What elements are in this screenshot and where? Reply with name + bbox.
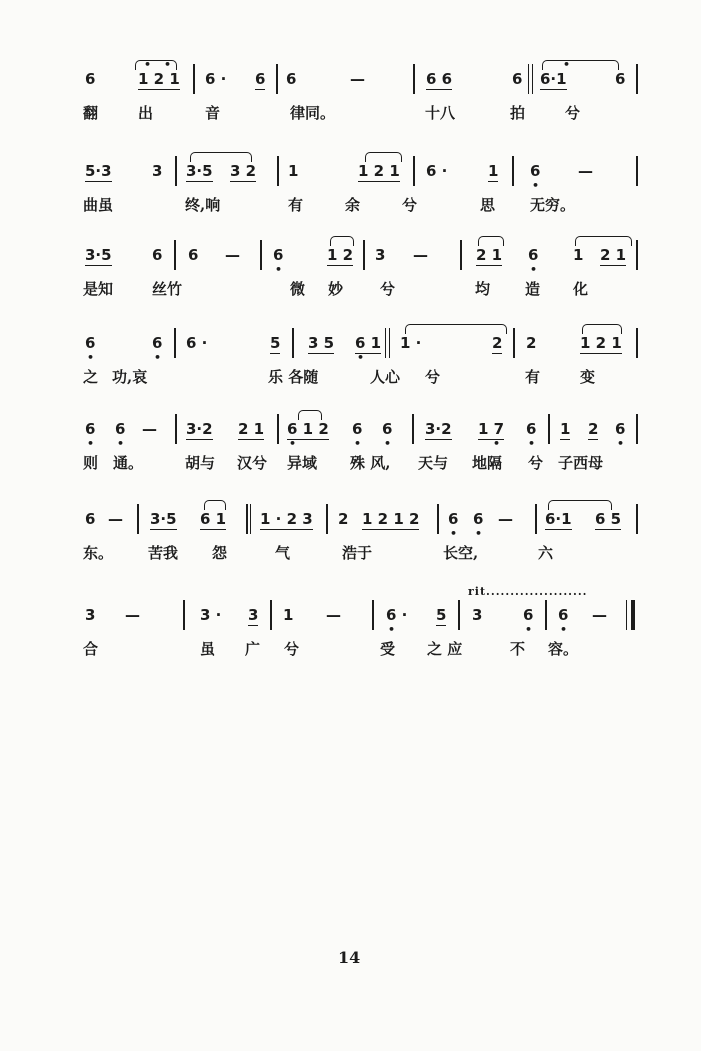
- lyric: 出: [138, 104, 154, 122]
- note: 1 ·: [400, 334, 422, 352]
- lyric: 人心: [370, 368, 401, 386]
- lyrics-row: [80, 540, 650, 570]
- octave-dot: •: [493, 437, 501, 450]
- lyric: 无穷。: [530, 196, 576, 214]
- note: 2: [492, 334, 503, 352]
- barline: [412, 414, 414, 444]
- barline: [363, 240, 365, 270]
- note: 2 1: [238, 420, 265, 438]
- note: 2: [526, 334, 537, 352]
- note: 3·2: [425, 420, 452, 438]
- barline: [636, 414, 638, 444]
- note: 1 2 1: [138, 70, 180, 88]
- score-system-4: [80, 324, 650, 394]
- note: 6 1 2: [287, 420, 329, 438]
- lyric: 是知: [83, 280, 114, 298]
- lyric: 音: [205, 104, 221, 122]
- lyric: 兮: [284, 640, 300, 658]
- notation-row: [80, 324, 650, 364]
- lyric: 虽: [200, 640, 216, 658]
- note: 3: [85, 606, 96, 624]
- note: —: [326, 606, 341, 624]
- note: 2 1: [476, 246, 503, 264]
- lyrics-row: [80, 450, 650, 480]
- barline: [193, 64, 195, 94]
- octave-dot: •: [560, 623, 568, 636]
- barline: [460, 240, 462, 270]
- lyric: 天与: [418, 454, 449, 472]
- lyric: 长空,: [443, 544, 479, 562]
- octave-dot: •: [144, 58, 152, 71]
- barline: [175, 156, 177, 186]
- lyrics-row: [80, 636, 650, 666]
- lyric: 拍: [510, 104, 526, 122]
- barline: [532, 64, 533, 94]
- note: —: [413, 246, 428, 264]
- notation-row: [80, 500, 650, 540]
- lyric: 子西母: [558, 454, 604, 472]
- note: 5·3: [85, 162, 112, 180]
- slur: [478, 236, 504, 246]
- note: 6·1: [545, 510, 572, 528]
- notation-row: [80, 152, 650, 192]
- note: 2: [338, 510, 349, 528]
- slur: [365, 152, 402, 162]
- barline: [174, 240, 176, 270]
- octave-dot: •: [450, 527, 458, 540]
- octave-dot: •: [289, 437, 297, 450]
- note: —: [498, 510, 513, 528]
- note: 1 7: [478, 420, 505, 438]
- note: 3: [472, 606, 483, 624]
- octave-dot: •: [87, 437, 95, 450]
- note: 6 ·: [386, 606, 408, 624]
- note: —: [125, 606, 140, 624]
- barline: [183, 600, 185, 630]
- note: 1: [488, 162, 499, 180]
- note: 6 ·: [186, 334, 208, 352]
- lyric: 化: [573, 280, 589, 298]
- lyric: 汉兮: [237, 454, 268, 472]
- note: —: [578, 162, 593, 180]
- final-barline: [631, 600, 635, 630]
- barline: [636, 328, 638, 358]
- lyrics-row: [80, 276, 650, 306]
- barline: [513, 328, 515, 358]
- score-system-1: [80, 60, 650, 130]
- lyric: 容。: [548, 640, 579, 658]
- barline: [372, 600, 374, 630]
- note: 3 5: [308, 334, 335, 352]
- note: 6: [152, 334, 163, 352]
- slur: [204, 500, 226, 510]
- lyric: 功,哀: [112, 368, 148, 386]
- barline: [326, 504, 328, 534]
- barline: [512, 156, 514, 186]
- lyric: 受: [380, 640, 396, 658]
- note: —: [592, 606, 607, 624]
- lyric: 广: [245, 640, 261, 658]
- note: 6: [558, 606, 569, 624]
- lyric: 之 应: [427, 640, 463, 658]
- octave-dot: •: [525, 623, 533, 636]
- lyric: 律同。: [290, 104, 336, 122]
- note: 6: [255, 70, 266, 88]
- octave-dot: •: [384, 437, 392, 450]
- note: 6: [382, 420, 393, 438]
- lyrics-row: [80, 364, 650, 394]
- barline: [413, 156, 415, 186]
- barline: [626, 600, 627, 630]
- lyric: 妙: [328, 280, 344, 298]
- note: —: [142, 420, 157, 438]
- octave-dot: •: [117, 437, 125, 450]
- notation-row: [80, 236, 650, 276]
- barline: [636, 240, 638, 270]
- note: 6: [526, 420, 537, 438]
- barline: [636, 504, 638, 534]
- lyric: 通。: [113, 454, 144, 472]
- lyric: 胡与: [185, 454, 216, 472]
- note: 6: [523, 606, 534, 624]
- barline: [137, 504, 139, 534]
- lyric: 变: [580, 368, 596, 386]
- barline: [260, 240, 262, 270]
- score-system-5: [80, 410, 650, 480]
- barline: [277, 414, 279, 444]
- score-system-2: [80, 152, 650, 222]
- barline: [276, 64, 278, 94]
- note: 6: [286, 70, 297, 88]
- note: 3·5: [186, 162, 213, 180]
- note: 3 ·: [200, 606, 222, 624]
- lyric: 有: [288, 196, 304, 214]
- note: 6: [152, 246, 163, 264]
- lyrics-row: [80, 192, 650, 222]
- octave-dot: •: [87, 351, 95, 364]
- notation-row: [80, 60, 650, 100]
- barline: [174, 328, 176, 358]
- notation-row: [80, 596, 650, 636]
- note: 6: [115, 420, 126, 438]
- lyric: 丝竹: [152, 280, 183, 298]
- note: 6: [85, 70, 96, 88]
- barline: [458, 600, 460, 630]
- octave-dot: •: [530, 263, 538, 276]
- note: 6: [615, 420, 626, 438]
- note: 1: [573, 246, 584, 264]
- note: 1 2 1 2: [362, 510, 420, 528]
- lyric: 十八: [425, 104, 456, 122]
- note: 6 1: [355, 334, 382, 352]
- slur: [298, 410, 322, 420]
- barline: [175, 414, 177, 444]
- note: 1 2 1: [358, 162, 400, 180]
- barline: [277, 156, 279, 186]
- note: 3·5: [150, 510, 177, 528]
- barline: [250, 504, 251, 534]
- slur: [190, 152, 252, 162]
- lyric: 东。: [83, 544, 114, 562]
- note: 3 2: [230, 162, 257, 180]
- octave-dot: •: [528, 437, 536, 450]
- lyric: 思: [480, 196, 496, 214]
- lyric: 兮: [425, 368, 441, 386]
- octave-dot: •: [532, 179, 540, 192]
- lyric: 不: [510, 640, 526, 658]
- slur: [575, 236, 632, 246]
- note: 1: [283, 606, 294, 624]
- note: 6 5: [595, 510, 622, 528]
- note: 1 2 1: [580, 334, 622, 352]
- octave-dot: •: [563, 58, 571, 71]
- lyric: 乐 各随: [268, 368, 319, 386]
- lyric: 则: [83, 454, 99, 472]
- lyric: 苦我: [148, 544, 179, 562]
- note: 3: [248, 606, 259, 624]
- note: 5: [270, 334, 281, 352]
- lyric: 余: [345, 196, 361, 214]
- page-number: 14: [338, 948, 361, 967]
- octave-dot: •: [617, 437, 625, 450]
- slur: [542, 60, 619, 70]
- slur: [405, 324, 507, 334]
- note: 6: [615, 70, 626, 88]
- lyric: 地隔: [472, 454, 503, 472]
- note: 3: [152, 162, 163, 180]
- note: 6: [188, 246, 199, 264]
- note: 6 6: [426, 70, 453, 88]
- note: 6: [528, 246, 539, 264]
- lyric: 造: [525, 280, 541, 298]
- score-system-7: [80, 596, 650, 666]
- lyric: 终,响: [185, 196, 221, 214]
- octave-dot: •: [164, 58, 172, 71]
- barline: [636, 64, 638, 94]
- lyric: 曲虽: [83, 196, 114, 214]
- octave-dot: •: [154, 351, 162, 364]
- lyric: 有: [525, 368, 541, 386]
- note: 6: [448, 510, 459, 528]
- barline: [385, 328, 386, 358]
- slur: [548, 500, 612, 510]
- barline: [535, 504, 537, 534]
- lyric: 气: [275, 544, 291, 562]
- note: 1: [560, 420, 571, 438]
- lyrics-row: [80, 100, 650, 130]
- lyric: 兮: [528, 454, 544, 472]
- note: 1 2: [327, 246, 354, 264]
- barline: [292, 328, 294, 358]
- score-system-6: [80, 500, 650, 570]
- note: 6: [85, 334, 96, 352]
- note: 6 1: [200, 510, 227, 528]
- note: —: [225, 246, 240, 264]
- barline: [389, 328, 390, 358]
- note: —: [108, 510, 123, 528]
- lyric: 兮: [380, 280, 396, 298]
- note: 6: [85, 510, 96, 528]
- octave-dot: •: [388, 623, 396, 636]
- lyric: 均: [475, 280, 491, 298]
- note: 6: [352, 420, 363, 438]
- note: 3·5: [85, 246, 112, 264]
- note: 6·1: [540, 70, 567, 88]
- note: 6: [512, 70, 523, 88]
- octave-dot: •: [475, 527, 483, 540]
- barline: [246, 504, 248, 534]
- note: 6: [473, 510, 484, 528]
- lyric: 兮: [565, 104, 581, 122]
- barline: [636, 156, 638, 186]
- score-system-3: [80, 236, 650, 306]
- barline: [545, 600, 547, 630]
- note: 1: [288, 162, 299, 180]
- note: 3·2: [186, 420, 213, 438]
- octave-dot: •: [357, 351, 365, 364]
- lyric: 合: [83, 640, 99, 658]
- lyric: 之: [83, 368, 99, 386]
- lyric: 怨: [212, 544, 228, 562]
- barline: [270, 600, 272, 630]
- tempo-marking: rit.....................: [468, 585, 588, 598]
- lyric: 异域: [287, 454, 318, 472]
- octave-dot: •: [275, 263, 283, 276]
- note: —: [350, 70, 365, 88]
- barline: [528, 64, 529, 94]
- octave-dot: •: [354, 437, 362, 450]
- lyric: 六: [538, 544, 554, 562]
- lyric: 翻: [83, 104, 99, 122]
- notation-row: [80, 410, 650, 450]
- lyric: 殊 风,: [350, 454, 391, 472]
- note: 6 ·: [205, 70, 227, 88]
- lyric: 微: [290, 280, 306, 298]
- barline: [437, 504, 439, 534]
- note: 1 · 2 3: [260, 510, 313, 528]
- lyric: 浩于: [342, 544, 373, 562]
- note: 2: [588, 420, 599, 438]
- note: 6: [530, 162, 541, 180]
- note: 2 1: [600, 246, 627, 264]
- note: 6: [85, 420, 96, 438]
- slur: [582, 324, 622, 334]
- note: 3: [375, 246, 386, 264]
- barline: [413, 64, 415, 94]
- lyric: 兮: [402, 196, 418, 214]
- note: 6 ·: [426, 162, 448, 180]
- note: 6: [273, 246, 284, 264]
- note: 5: [436, 606, 447, 624]
- slur: [330, 236, 354, 246]
- barline: [548, 414, 550, 444]
